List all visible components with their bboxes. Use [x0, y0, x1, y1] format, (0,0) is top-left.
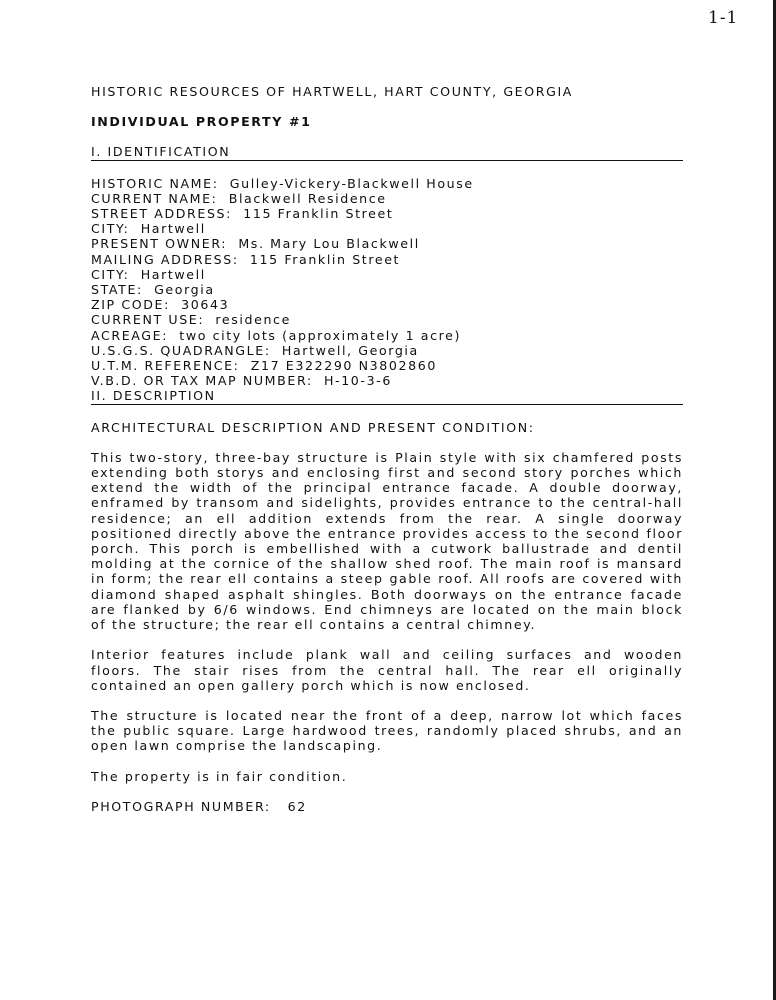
field-historic-name	[91, 176, 683, 191]
field-value: 115 Franklin Street	[249, 251, 401, 267]
field-value: Ms. Mary Lou Blackwell	[238, 236, 420, 252]
identification-heading-text: I. IDENTIFICATION	[91, 144, 231, 160]
field-label: CURRENT NAME:	[91, 190, 218, 206]
field-value: 30643	[181, 297, 230, 313]
field-mailing-address	[91, 252, 683, 267]
field-label: STATE:	[91, 282, 143, 298]
field-city	[91, 221, 683, 236]
description-heading	[91, 388, 683, 404]
field-current-name	[91, 191, 683, 206]
field-mailing-city	[91, 267, 683, 282]
paragraph-exterior: This two-story, three-bay structure is Plain style with six chamfered posts extending both storys and enclosing first and second story porches which extend the width of the principal entrance facade. A double doorway, enframed by transom and sidelights, provides entrance to the central-hall residence; an ell addition extends from the rear. A single doorway positioned directly above the entrance provides access to the second floor porch. This porch is embellished with a cutwork ballustrade and dentil molding at the cornice of the shallow shed roof. The main roof is mansard in form; the rear ell contains a steep gable roof. All roofs are covered with diamond shaped asphalt shingles. Both doorways on the entrance facade are flanked by 6/6 windows. End chimneys are located on the main block of the structure; the rear ell contains a central chimney.	[91, 449, 683, 633]
paragraph-interior: Interior features include plank wall and ceiling surfaces and wooden floors. The stair rises from the central hall. The rear ell originally contained an open gallery porch which is now enclosed.	[91, 647, 683, 693]
field-label: CITY:	[91, 221, 130, 237]
document-body	[91, 84, 683, 814]
field-label: MAILING ADDRESS:	[91, 251, 239, 267]
field-value: Gulley-Vickery-Blackwell House	[229, 175, 474, 191]
field-label: PRESENT OWNER:	[91, 236, 228, 252]
field-label: U.T.M. REFERENCE:	[91, 358, 240, 374]
field-label: CURRENT USE:	[91, 312, 205, 328]
field-label: CITY:	[91, 266, 130, 282]
field-value: Hartwell, Georgia	[281, 342, 419, 358]
paragraph-site: The structure is located near the front of a deep, narrow lot which faces the public square. Large hardwood trees, randomly placed shrubs, and an open lawn comprise the landscaping.	[91, 707, 683, 754]
field-street-address	[91, 206, 683, 221]
field-state	[91, 282, 683, 297]
description-heading-text: II. DESCRIPTION	[91, 388, 216, 404]
photograph-value: 62	[287, 798, 307, 814]
field-label: ACREAGE:	[91, 327, 169, 343]
field-value: Blackwell Residence	[228, 190, 387, 206]
field-label: STREET ADDRESS:	[91, 206, 232, 222]
field-label: U.S.G.S. QUADRANGLE:	[91, 342, 271, 358]
field-value: Hartwell	[140, 266, 206, 282]
field-zip-code	[91, 297, 683, 312]
field-value: Z17 E322290 N3802860	[250, 358, 437, 374]
field-value: 115 Franklin Street	[243, 206, 394, 222]
field-value: H-10-3-6	[323, 373, 392, 389]
field-utm-reference	[91, 358, 683, 373]
paragraph-condition: The property is in fair condition.	[91, 768, 348, 784]
field-present-owner	[91, 236, 683, 251]
field-value: Hartwell	[140, 221, 206, 237]
identification-heading	[91, 144, 683, 160]
identification-fields	[91, 176, 683, 389]
field-label: V.B.D. OR TAX MAP NUMBER:	[91, 373, 313, 389]
property-heading: INDIVIDUAL PROPERTY #1	[91, 114, 312, 130]
field-label: HISTORIC NAME:	[91, 175, 219, 191]
photograph-number	[91, 799, 683, 814]
description-subheading: ARCHITECTURAL DESCRIPTION AND PRESENT CONDITION:	[91, 419, 535, 435]
field-current-use	[91, 312, 683, 327]
field-usgs-quadrangle	[91, 343, 683, 358]
photograph-label: PHOTOGRAPH NUMBER:	[91, 798, 271, 814]
field-value: two city lots (approximately 1 acre)	[179, 327, 461, 343]
field-label: ZIP CODE:	[91, 297, 170, 313]
field-tax-map-number	[91, 373, 683, 388]
field-value: residence	[215, 312, 291, 328]
field-value: Georgia	[154, 282, 215, 298]
document-title: HISTORIC RESOURCES OF HARTWELL, HART COUNTY, GEORGIA	[91, 84, 573, 99]
handwritten-page-mark: 1-1	[708, 8, 739, 28]
field-acreage	[91, 328, 683, 343]
